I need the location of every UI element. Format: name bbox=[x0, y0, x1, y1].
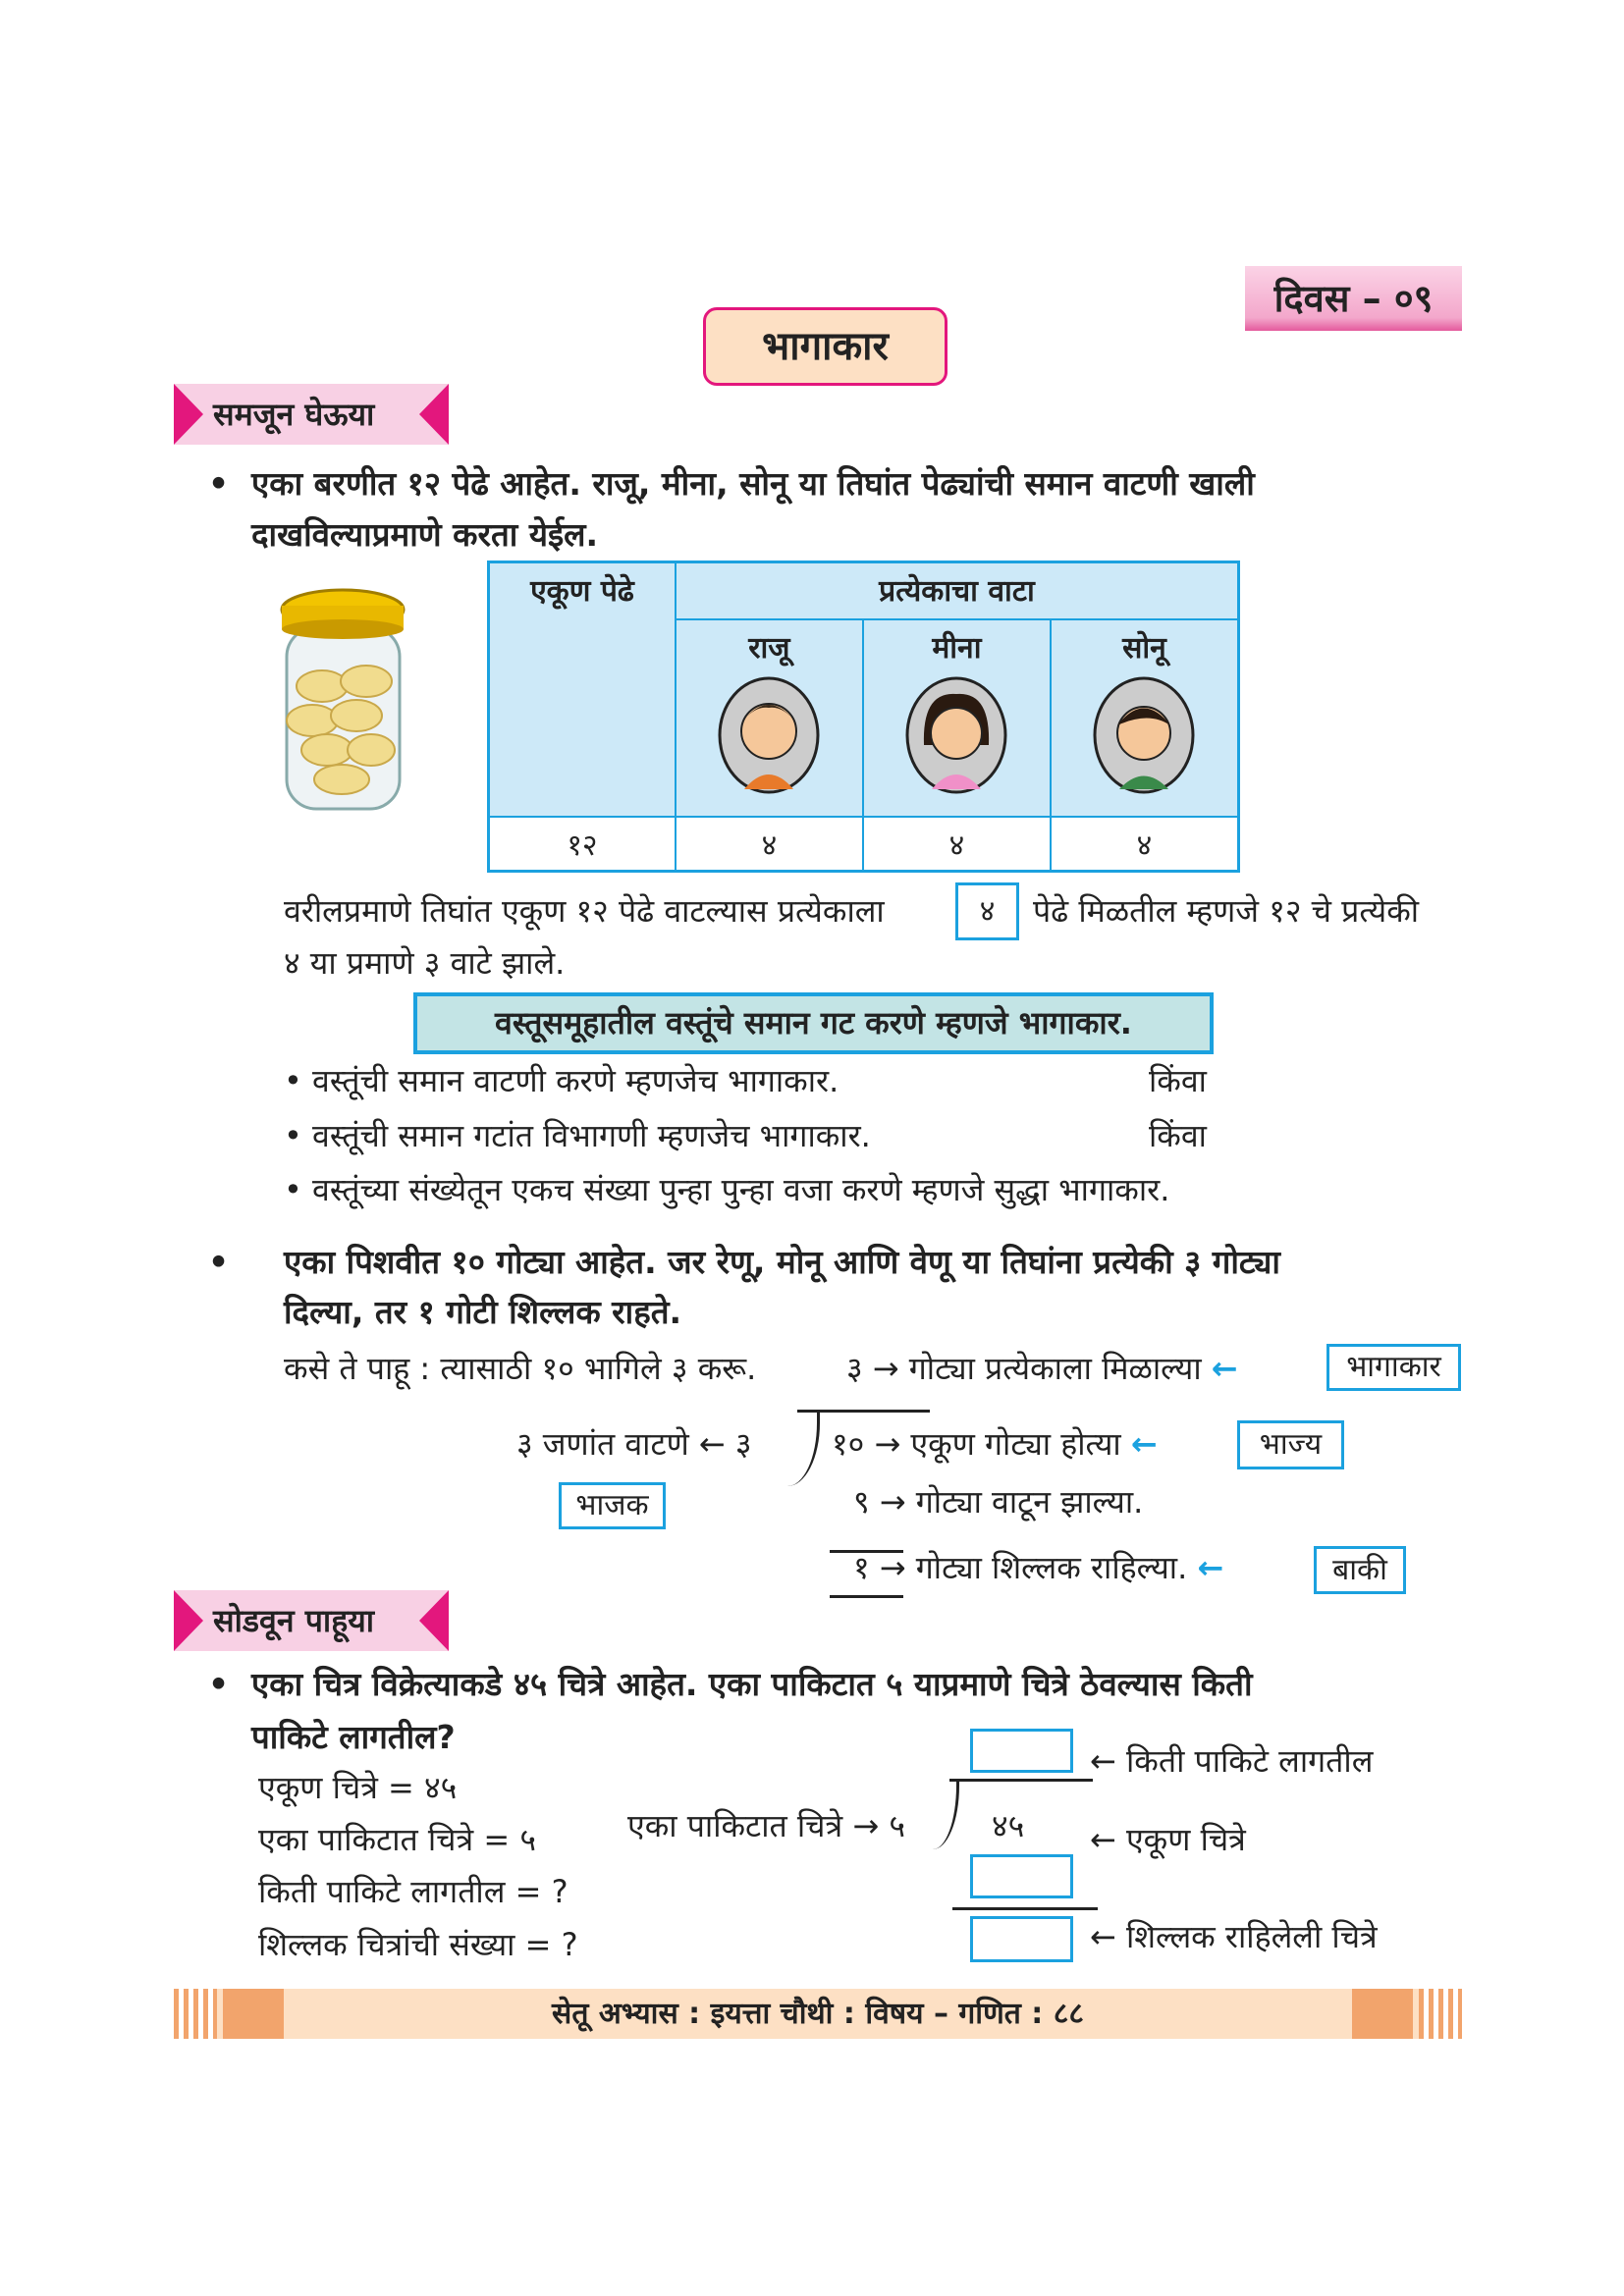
boy-face-icon bbox=[715, 667, 823, 794]
girl-face-icon bbox=[902, 667, 1010, 794]
definition-box: वस्तूसमूहातील वस्तूंचे समान गट करणे म्हणजे भागाकार. bbox=[413, 992, 1214, 1054]
label-total-pictures: ← एकूण चित्रे bbox=[1090, 1821, 1246, 1858]
name-raju: राजू bbox=[748, 630, 790, 666]
explain-before: वरीलप्रमाणे तिघांत एकूण १२ पेढे वाटल्यास प्रत्येकाला bbox=[284, 892, 885, 930]
quotient-row bbox=[846, 1349, 1238, 1388]
sharing-table bbox=[487, 561, 1240, 873]
remainder-row bbox=[853, 1548, 1223, 1587]
given-remainder: शिल्लक चित्रांची संख्या = ? bbox=[258, 1926, 578, 1963]
remainder-answer-input[interactable] bbox=[970, 1916, 1073, 1962]
share-meena: ४ bbox=[863, 817, 1051, 872]
given-total: एकूण चित्रे = ४५ bbox=[258, 1769, 458, 1806]
divisor-row: ३ जणांत वाटणे ← ३ bbox=[516, 1425, 752, 1463]
problem2-line2: दिल्या, तर १ गोटी शिल्लक राहते. bbox=[284, 1293, 682, 1331]
bullet-icon: • bbox=[208, 1243, 230, 1281]
arrow-left-icon: ← bbox=[1197, 1549, 1224, 1586]
header-total-sweets: एकूण पेढे bbox=[489, 562, 676, 817]
share-raju: ४ bbox=[676, 817, 863, 872]
total-value: १२ bbox=[489, 817, 676, 872]
page-title: भागाकार bbox=[703, 307, 947, 386]
label-dividend: भाज्य bbox=[1237, 1420, 1344, 1469]
quotient-answer-input[interactable] bbox=[970, 1729, 1073, 1773]
problem1-line2: दाखविल्याप्रमाणे करता येईल. bbox=[251, 515, 599, 554]
dividend-value: ४५ bbox=[992, 1807, 1025, 1844]
label-remainder: बाकी bbox=[1314, 1546, 1406, 1594]
division-bracket bbox=[787, 1410, 820, 1486]
label-divisor: भाजक bbox=[559, 1482, 666, 1529]
subtract-row: ९ → गोट्या वाटून झाल्या. bbox=[853, 1483, 1144, 1521]
answer-box-share: ४ bbox=[955, 882, 1019, 940]
bullet-item-2: • वस्तूंची समान गटांत विभागणी म्हणजेच भागाकार. bbox=[284, 1117, 871, 1154]
section-tag-try-solving: सोडवून पाहूया bbox=[174, 1590, 449, 1651]
label-packets-needed: ← किती पाकिटे लागतील bbox=[1090, 1742, 1374, 1780]
day-badge: दिवस – ०९ bbox=[1245, 266, 1462, 331]
person-meena bbox=[863, 619, 1051, 817]
jar-image bbox=[273, 588, 413, 815]
bullet-item-1: • वस्तूंची समान वाटणी करणे म्हणजेच भागाकार. bbox=[284, 1062, 839, 1099]
remainder-text: १ → गोट्या शिल्लक राहिल्या. bbox=[853, 1549, 1188, 1586]
page-footer bbox=[174, 1989, 1462, 2039]
section-tag-understand: समजून घेऊया bbox=[174, 384, 449, 445]
name-meena: मीना bbox=[932, 630, 982, 666]
arrow-left-icon: ← bbox=[1130, 1425, 1158, 1463]
explain-line2: ४ या प्रमाणे ३ वाटे झाले. bbox=[284, 944, 566, 982]
boy-face-icon bbox=[1090, 667, 1198, 794]
label-remaining-pictures: ← शिल्लक राहिलेली चित्रे bbox=[1090, 1918, 1378, 1955]
explain-after: पेढे मिळतील म्हणजे १२ चे प्रत्येकी bbox=[1033, 892, 1420, 930]
bullet-text: वस्तूंची समान गटांत विभागणी म्हणजेच भागाकार. bbox=[312, 1117, 871, 1154]
person-raju bbox=[676, 619, 863, 817]
person-sonu bbox=[1051, 619, 1239, 817]
or-label: किंवा bbox=[1149, 1062, 1207, 1099]
bullet-icon: • bbox=[208, 1665, 230, 1703]
subtract-answer-input[interactable] bbox=[970, 1854, 1073, 1898]
label-quotient: भागाकार bbox=[1326, 1344, 1461, 1391]
bullet-text: वस्तूंची समान वाटणी करणे म्हणजेच भागाकार. bbox=[312, 1062, 839, 1099]
quotient-text: ३ → गोट्या प्रत्येकाला मिळाल्या bbox=[846, 1350, 1202, 1387]
footer-text: सेतू अभ्यास : इयत्ता चौथी : विषय – गणित : ८८ bbox=[552, 1997, 1084, 2031]
problem3-line1: एका चित्र विक्रेत्याकडे ४५ चित्रे आहेत. एका पाकिटात ५ याप्रमाणे चित्रे ठेवल्यास किती bbox=[251, 1665, 1253, 1703]
bullet-text: वस्तूंच्या संख्येतून एकच संख्या पुन्हा पुन्हा वजा करणे म्हणजे सुद्धा भागाकार. bbox=[312, 1171, 1170, 1208]
problem2-line1: एका पिशवीत १० गोट्या आहेत. जर रेणू, मोनू आणि वेणू या तिघांना प्रत्येकी ३ गोट्या bbox=[284, 1243, 1280, 1281]
header-each-share: प्रत्येकाचा वाटा bbox=[676, 562, 1239, 619]
share-sonu: ४ bbox=[1051, 817, 1239, 872]
given-per-packet: एका पाकिटात चित्रे = ५ bbox=[258, 1821, 536, 1858]
problem3-line2: पाकिटे लागतील? bbox=[251, 1718, 456, 1756]
division-bracket bbox=[933, 1779, 959, 1849]
bullet-item-3: • वस्तूंच्या संख्येतून एकच संख्या पुन्हा पुन्हा वजा करणे म्हणजे सुद्धा भागाकार. bbox=[284, 1171, 1170, 1208]
or-label: किंवा bbox=[1149, 1117, 1207, 1154]
bullet-icon: • bbox=[208, 464, 230, 503]
given-packets: किती पाकिटे लागतील = ? bbox=[258, 1873, 568, 1910]
arrow-left-icon: ← bbox=[1211, 1350, 1238, 1387]
dividend-text: १० → एकूण गोट्या होत्या bbox=[832, 1425, 1121, 1463]
problem1-line1: एका बरणीत १२ पेढे आहेत. राजू, मीना, सोनू या तिघांत पेढ्यांची समान वाटणी खाली bbox=[251, 464, 1255, 503]
dividend-row bbox=[832, 1424, 1158, 1464]
divisor-text: एका पाकिटात चित्रे → ५ bbox=[627, 1807, 905, 1844]
how-line: कसे ते पाहू : त्यासाठी १० भागिले ३ करू. bbox=[284, 1350, 757, 1387]
name-sonu: सोनू bbox=[1122, 630, 1166, 666]
